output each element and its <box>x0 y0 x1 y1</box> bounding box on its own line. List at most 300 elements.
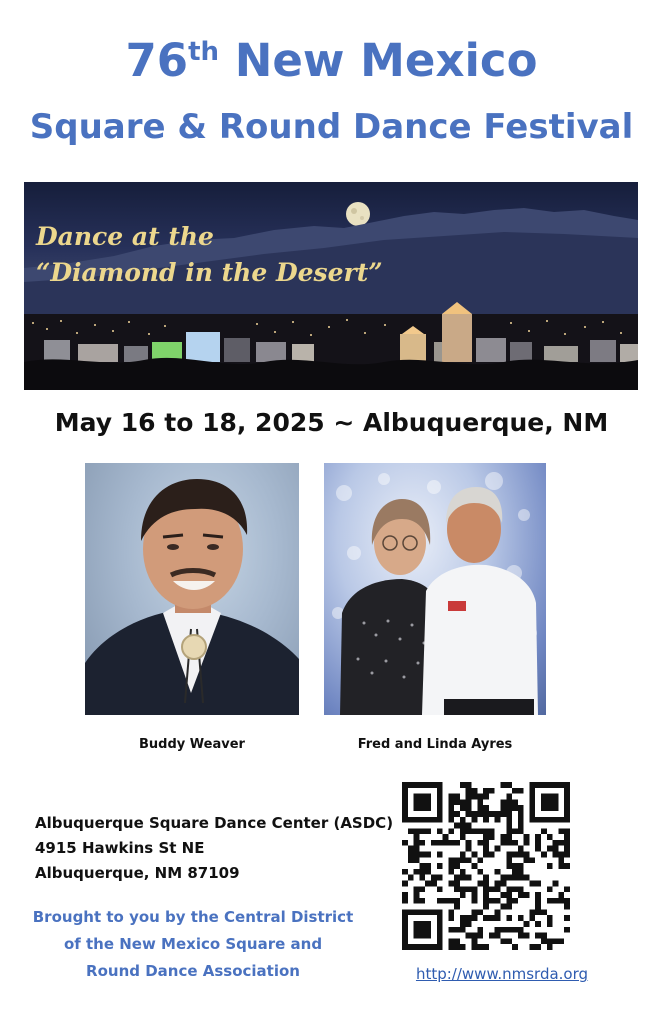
qr-module <box>495 846 501 852</box>
qr-module <box>541 782 547 788</box>
qr-module <box>512 828 518 834</box>
qr-module <box>419 863 425 869</box>
qr-module <box>529 811 535 817</box>
caller-photo-buddy-weaver <box>85 463 299 715</box>
qr-module <box>425 944 431 950</box>
qr-module <box>495 869 501 875</box>
qr-module <box>541 933 547 939</box>
qr-module <box>437 811 443 817</box>
qr-module <box>431 944 437 950</box>
qr-module <box>500 904 506 910</box>
qr-module <box>512 840 518 846</box>
qr-module <box>419 927 425 933</box>
qr-module <box>518 823 524 829</box>
qr-module <box>419 799 425 805</box>
qr-module <box>506 886 512 892</box>
qr-module <box>402 840 408 846</box>
title-suffix: th <box>188 37 220 67</box>
qr-module <box>564 805 570 811</box>
qr-code-icon[interactable] <box>402 782 570 950</box>
qr-module <box>460 944 466 950</box>
qr-module <box>414 921 420 927</box>
qr-module <box>414 852 420 858</box>
qr-module <box>477 857 483 863</box>
qr-module <box>535 817 541 823</box>
qr-module <box>564 840 570 846</box>
qr-module <box>489 811 495 817</box>
qr-module <box>529 782 535 788</box>
qr-module <box>408 828 414 834</box>
qr-module <box>437 817 443 823</box>
qr-module <box>466 840 472 846</box>
qr-module <box>483 828 489 834</box>
qr-module <box>425 927 431 933</box>
qr-module <box>443 898 449 904</box>
qr-module <box>506 904 512 910</box>
qr-module <box>518 828 524 834</box>
qr-module <box>535 933 541 939</box>
qr-module <box>535 880 541 886</box>
qr-module <box>472 886 478 892</box>
qr-module <box>460 805 466 811</box>
qr-module <box>477 933 483 939</box>
banner-tagline-line1: Dance at the <box>36 222 214 251</box>
website-link[interactable]: http://www.nmsrda.org <box>415 965 589 983</box>
qr-module <box>402 794 408 800</box>
qr-module <box>472 915 478 921</box>
qr-module <box>564 811 570 817</box>
qr-module <box>414 909 420 915</box>
qr-module <box>477 880 483 886</box>
qr-module <box>419 909 425 915</box>
qr-module <box>558 817 564 823</box>
qr-module <box>500 880 506 886</box>
qr-module <box>460 828 466 834</box>
qr-module <box>454 863 460 869</box>
qr-module <box>472 788 478 794</box>
qr-module <box>529 817 535 823</box>
qr-module <box>535 846 541 852</box>
qr-module <box>408 909 414 915</box>
qr-module <box>414 892 420 898</box>
qr-module <box>477 828 483 834</box>
qr-module <box>419 794 425 800</box>
qr-module <box>472 852 478 858</box>
qr-module <box>477 909 483 915</box>
qr-module <box>506 892 512 898</box>
qr-module <box>448 840 454 846</box>
qr-module <box>512 875 518 881</box>
qr-module <box>506 927 512 933</box>
qr-module <box>506 805 512 811</box>
qr-module <box>454 857 460 863</box>
qr-module <box>425 921 431 927</box>
qr-module <box>483 904 489 910</box>
qr-module <box>564 915 570 921</box>
qr-module <box>425 909 431 915</box>
qr-module <box>448 857 454 863</box>
qr-module <box>518 875 524 881</box>
qr-module <box>512 927 518 933</box>
qr-module <box>541 909 547 915</box>
qr-module <box>547 799 553 805</box>
qr-module <box>529 857 535 863</box>
qr-module <box>402 944 408 950</box>
qr-module <box>483 817 489 823</box>
qr-module <box>553 805 559 811</box>
qr-module <box>483 788 489 794</box>
qr-module <box>408 944 414 950</box>
venue-city: Albuquerque, NM 87109 <box>35 864 240 882</box>
qr-module <box>524 834 530 840</box>
qr-module <box>425 817 431 823</box>
qr-module <box>483 852 489 858</box>
qr-module <box>431 875 437 881</box>
qr-module <box>541 799 547 805</box>
qr-module <box>495 817 501 823</box>
qr-module <box>512 805 518 811</box>
qr-module <box>437 927 443 933</box>
qr-module <box>437 886 443 892</box>
qr-module <box>512 799 518 805</box>
sponsor-credit <box>18 904 368 985</box>
banner-tagline-line2: “Diamond in the Desert” <box>36 258 383 287</box>
qr-module <box>524 857 530 863</box>
qr-module <box>564 898 570 904</box>
qr-module <box>437 921 443 927</box>
qr-module <box>547 863 553 869</box>
qr-module <box>414 794 420 800</box>
qr-module <box>483 915 489 921</box>
qr-module <box>489 898 495 904</box>
qr-module <box>518 811 524 817</box>
qr-module <box>529 788 535 794</box>
qr-module <box>483 840 489 846</box>
qr-module <box>500 834 506 840</box>
qr-module <box>506 794 512 800</box>
qr-module <box>500 799 506 805</box>
qr-module <box>448 794 454 800</box>
qr-module <box>477 805 483 811</box>
qr-module <box>477 927 483 933</box>
qr-module <box>529 799 535 805</box>
qr-module <box>448 880 454 886</box>
qr-module <box>483 944 489 950</box>
qr-module <box>512 944 518 950</box>
qr-module <box>454 944 460 950</box>
qr-module <box>443 840 449 846</box>
qr-module <box>437 828 443 834</box>
qr-module <box>506 817 512 823</box>
qr-module <box>472 892 478 898</box>
qr-module <box>437 898 443 904</box>
qr-module <box>466 921 472 927</box>
qr-module <box>454 904 460 910</box>
sponsor-line1: Brought to you by the Central District <box>32 908 354 926</box>
qr-module <box>460 875 466 881</box>
qr-module <box>454 880 460 886</box>
qr-module <box>558 852 564 858</box>
qr-module <box>512 886 518 892</box>
qr-module <box>535 840 541 846</box>
qr-module <box>466 846 472 852</box>
qr-module <box>448 869 454 875</box>
qr-module <box>419 782 425 788</box>
qr-module <box>402 927 408 933</box>
qr-module <box>466 933 472 939</box>
qr-module <box>500 875 506 881</box>
qr-module <box>489 852 495 858</box>
qr-module <box>553 794 559 800</box>
qr-module <box>472 938 478 944</box>
qr-module <box>512 852 518 858</box>
qr-module <box>437 852 443 858</box>
qr-module <box>408 852 414 858</box>
qr-module <box>425 933 431 939</box>
qr-module <box>466 886 472 892</box>
qr-module <box>506 823 512 829</box>
qr-module <box>448 817 454 823</box>
qr-module <box>512 863 518 869</box>
qr-module <box>483 811 489 817</box>
qr-module <box>495 886 501 892</box>
qr-module <box>512 788 518 794</box>
qr-module <box>553 846 559 852</box>
qr-module <box>472 794 478 800</box>
sponsor-line3: Round Dance Association <box>86 962 300 980</box>
qr-module <box>454 811 460 817</box>
qr-module <box>547 886 553 892</box>
qr-module <box>489 933 495 939</box>
bolo-tie-icon <box>182 635 206 659</box>
festival-subtitle: Square & Round Dance Festival <box>29 107 634 147</box>
moon-icon <box>346 202 370 226</box>
qr-module <box>466 915 472 921</box>
qr-module <box>402 892 408 898</box>
qr-module <box>408 875 414 881</box>
qr-module <box>564 846 570 852</box>
qr-module <box>448 909 454 915</box>
portrait-man-bolo-tie <box>85 463 299 715</box>
qr-module <box>425 880 431 886</box>
qr-module <box>425 863 431 869</box>
qr-module <box>448 828 454 834</box>
qr-module <box>466 782 472 788</box>
qr-module <box>419 921 425 927</box>
qr-module <box>414 799 420 805</box>
qr-module <box>489 828 495 834</box>
qr-module <box>419 869 425 875</box>
qr-module <box>483 794 489 800</box>
qr-module <box>547 944 553 950</box>
qr-module <box>506 915 512 921</box>
qr-module <box>553 782 559 788</box>
qr-module <box>402 799 408 805</box>
qr-module <box>448 799 454 805</box>
qr-module <box>518 869 524 875</box>
qr-module <box>402 788 408 794</box>
qr-module <box>425 799 431 805</box>
qr-module <box>402 869 408 875</box>
qr-module <box>529 880 535 886</box>
caller-name-buddy-weaver: Buddy Weaver <box>139 737 245 752</box>
qr-module <box>431 817 437 823</box>
qr-module <box>437 938 443 944</box>
qr-module <box>524 840 530 846</box>
qr-module <box>477 811 483 817</box>
qr-module <box>495 933 501 939</box>
qr-module <box>414 846 420 852</box>
qr-module <box>518 933 524 939</box>
qr-module <box>472 828 478 834</box>
qr-module <box>547 898 553 904</box>
qr-module <box>460 921 466 927</box>
qr-module <box>500 805 506 811</box>
qr-module <box>443 834 449 840</box>
qr-module <box>402 805 408 811</box>
qr-module <box>402 817 408 823</box>
qr-module <box>500 892 506 898</box>
qr-module <box>437 782 443 788</box>
qr-module <box>506 828 512 834</box>
qr-module <box>472 863 478 869</box>
qr-module <box>466 857 472 863</box>
qr-module <box>402 898 408 904</box>
qr-module <box>564 828 570 834</box>
qr-module <box>529 944 535 950</box>
qr-module <box>558 898 564 904</box>
qr-module <box>402 811 408 817</box>
qr-module <box>419 933 425 939</box>
qr-module <box>518 852 524 858</box>
qr-module <box>535 921 541 927</box>
qr-module <box>448 811 454 817</box>
qr-module <box>460 886 466 892</box>
qr-module <box>495 880 501 886</box>
qr-module <box>483 880 489 886</box>
qr-module <box>495 915 501 921</box>
qr-module <box>558 828 564 834</box>
qr-module <box>419 828 425 834</box>
qr-module <box>483 834 489 840</box>
qr-module <box>541 817 547 823</box>
qr-module <box>495 898 501 904</box>
qr-module <box>564 794 570 800</box>
qr-module <box>460 782 466 788</box>
qr-module <box>541 938 547 944</box>
qr-module <box>553 938 559 944</box>
qr-module <box>466 788 472 794</box>
qr-module <box>553 880 559 886</box>
qr-module <box>437 799 443 805</box>
venue-street: 4915 Hawkins St NE <box>35 839 205 857</box>
qr-module <box>477 869 483 875</box>
qr-module <box>535 944 541 950</box>
qr-module <box>472 909 478 915</box>
qr-module <box>558 892 564 898</box>
qr-module <box>524 892 530 898</box>
qr-module <box>402 933 408 939</box>
qr-module <box>500 938 506 944</box>
qr-module <box>448 915 454 921</box>
qr-module <box>529 909 535 915</box>
qr-module <box>454 799 460 805</box>
qr-module <box>564 788 570 794</box>
qr-module <box>414 834 420 840</box>
qr-module <box>564 904 570 910</box>
shirt-logo-badge <box>448 601 466 611</box>
qr-module <box>541 828 547 834</box>
qr-module <box>466 805 472 811</box>
portrait-couple <box>324 463 546 715</box>
qr-module <box>408 817 414 823</box>
qr-module <box>495 811 501 817</box>
qr-module <box>506 811 512 817</box>
qr-module <box>524 852 530 858</box>
qr-module <box>500 811 506 817</box>
qr-module <box>518 892 524 898</box>
qr-module <box>553 799 559 805</box>
qr-module <box>483 846 489 852</box>
qr-module <box>500 927 506 933</box>
qr-module <box>529 915 535 921</box>
qr-module <box>564 852 570 858</box>
qr-module <box>547 794 553 800</box>
qr-module <box>402 782 408 788</box>
qr-module <box>547 921 553 927</box>
qr-module <box>460 927 466 933</box>
qr-module <box>460 799 466 805</box>
qr-module <box>402 915 408 921</box>
qr-module <box>419 898 425 904</box>
qr-module <box>466 823 472 829</box>
qr-module <box>564 863 570 869</box>
qr-module <box>460 892 466 898</box>
qr-module <box>419 840 425 846</box>
qr-module <box>529 794 535 800</box>
qr-module <box>553 898 559 904</box>
qr-module <box>547 834 553 840</box>
qr-module <box>425 782 431 788</box>
qr-module <box>419 886 425 892</box>
qr-module <box>483 805 489 811</box>
qr-module <box>477 794 483 800</box>
qr-module <box>524 933 530 939</box>
qr-module <box>512 869 518 875</box>
qr-code[interactable] <box>402 782 570 950</box>
qr-module <box>414 886 420 892</box>
qr-module <box>419 805 425 811</box>
qr-module <box>477 799 483 805</box>
city-night-banner <box>24 182 638 390</box>
qr-module <box>460 817 466 823</box>
qr-module <box>414 840 420 846</box>
qr-module <box>431 909 437 915</box>
qr-module <box>454 938 460 944</box>
qr-module <box>425 828 431 834</box>
qr-module <box>419 875 425 881</box>
event-date-location: May 16 to 18, 2025 ~ Albuquerque, NM <box>54 408 609 437</box>
qr-module <box>437 944 443 950</box>
qr-module <box>437 863 443 869</box>
qr-module <box>547 846 553 852</box>
qr-module <box>460 852 466 858</box>
qr-module <box>506 857 512 863</box>
qr-module <box>454 927 460 933</box>
qr-module <box>414 927 420 933</box>
qr-module <box>437 875 443 881</box>
qr-module <box>535 898 541 904</box>
